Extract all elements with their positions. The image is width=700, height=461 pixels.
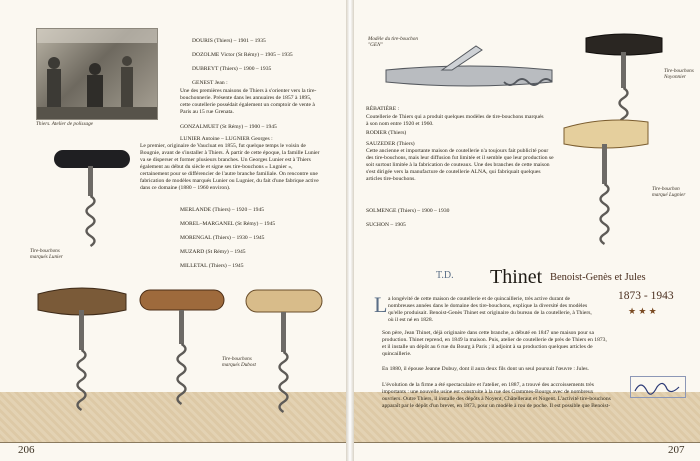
workshop-photo-figures — [37, 29, 157, 119]
corkscrew-wood-left — [34, 282, 130, 422]
body-paragraph-3: En 1880, il épouse Jeanne Dubuy, dont il aura deux fils dont un seul poursuit l'œuvre : Jules. — [382, 366, 589, 372]
rating-stars: ★ ★ ★ — [628, 306, 657, 316]
photo-caption: Thiers. Atelier de polissage — [36, 121, 93, 127]
knife-caption: Modèle du tire-bouchon "GEN" — [368, 36, 418, 48]
maker-muzard: MUZARD (St Rémy) – 1945 — [180, 249, 246, 255]
caption-lunier: Tire-bouchons marqués Lunier — [30, 248, 63, 260]
lunier-title: LUNIER Antoine – LUGNIER Georges : — [180, 136, 273, 142]
page-number-right: 207 — [668, 444, 685, 456]
maker-morel-marganel: MOREL–MARGANEL (St Rémy) – 1945 — [180, 221, 276, 227]
left-page — [0, 0, 346, 461]
maker-dozolme: DOZOLME Victor (St Rémy) – 1905 – 1935 — [192, 52, 293, 58]
footer-rule — [0, 442, 346, 443]
maker-initials: T.D. — [436, 270, 454, 281]
corkscrew-wood-middle — [138, 286, 226, 416]
lunier-body: Le premier, originaire de Vaucluat en 1855, fut quelque temps le voisin de Bougnie, avant de s'installer à Thiers. À partir de cette époque, la famille Lunier va se disperser et former plusieurs branches. Un Georges Lunier est à Thiers également au début du siècle et signe ses tire-bouchons « Lugnier », certainement pour se différencier de l'autre branche familiale. On rencontre une fabrication de modèles marqués Lunier ou Lugnier, du fait d'une fabrique active dans ce domaine (1880 – 1960 environ). — [140, 143, 320, 191]
workshop-photo — [36, 28, 158, 120]
body-paragraph-4: L'évolution de la firme a été spectaculaire et l'atelier, en 1887, a trouvé des accroissements très importants : une nouvelle usine est construite à la rue des Grammes-Bourgs avec de nombreux ouvriers. Outre Thiers, il installe des dépôts à Noyent, Châtelleraut et Nogent. L'activité tire-bouchons apparaît par le dépôt d'un brevet, en 1873, pour un modèle à rou de poche. Il est possible que Benoist- — [382, 382, 611, 409]
maker-suchon: SUCHON – 1905 — [366, 222, 406, 228]
genest-title: GENEST Jean : — [192, 80, 228, 86]
right-page — [354, 0, 700, 461]
drop-cap: L — [374, 292, 388, 317]
rebatiere-body: Coutellerie de Thiers qui a produit quelques modèles de tire-bouchons marqués à son nom entre 1920 et 1960. — [366, 114, 544, 127]
pocket-knife-corkscrew — [380, 44, 560, 104]
maker-milletal: MILLETAL (Thiers) – 1945 — [180, 263, 244, 269]
maker-name: Thinet — [490, 266, 543, 288]
caption-lugnier: Tire-bouchon marqué Lugnier — [652, 186, 686, 198]
maker-dates: 1873 - 1943 — [618, 290, 674, 302]
footer-rule — [354, 442, 700, 443]
caption-top-right: Tire-bouchons Noyonnier — [664, 68, 694, 80]
body-paragraph-2: Son père, Jean Thinet, déjà originaire dans cette branche, a débuté en 1847 une maison pour sa production. Thinet reprend, en 1849 la maison. Puis, atelier de coutellerie de près de Thiers en 1873, et il installe un dépôt au 6 rue du Bourg à Paris ; il adjoint à sa production quelques articles de quincaillerie. — [382, 330, 607, 357]
maker-solmenge: SOLMENGE (Thiers) – 1900 – 1930 — [366, 208, 450, 214]
maker-gonzalmuet: GONZALMUET (St Rémy) – 1900 – 1945 — [180, 124, 277, 130]
sauzeder-body: Cette ancienne et importante maison de coutellerie n'a toujours fait publicité pour des tire-bouchons, mais leur diffusion fut limitée et il semble que leur production se soit surtout limitée à la fabrication de couteaux. Une des branches de cette maison s'est dirigée vers la manufacture de coutellerie ALNA, qui fabriquait quelques articles tire-bouchons. — [366, 148, 554, 182]
page-number-left: 206 — [18, 444, 35, 456]
sauzeder-title: SAUZEDER (Thiers) — [366, 141, 415, 147]
maker-rodier: RODIER (Thiers) — [366, 130, 407, 136]
rebatiere-title: RÉBATIÈRE : — [366, 106, 400, 112]
signature-stamp — [630, 376, 686, 398]
maker-morengal: MORENGAL (Thiers) – 1930 – 1945 — [180, 235, 265, 241]
maker-merlande: MERLANDE (Thiers) – 1920 – 1945 — [180, 207, 265, 213]
signature-scribble — [631, 377, 685, 397]
caption-dubost: Tire-bouchons marqués Dubost — [222, 356, 256, 368]
genest-body: Une des premières maisons de Thiers à s'orienter vers la tire-bouchonnerie. Présente dans les annuaires de 1857 à 1895, cette coutellerie possédait également un comptoir de vente à Paris au 15 rue Grenata. — [180, 88, 317, 115]
body-paragraph-1: a longévité de cette maison de coutellerie et de quincaillerie, très active durant de nombreuses années dans le domaine des tire-bouchons, explique la diversité des modèles qu'elle produisait. Benoist-Genès Thinet est originaire du bureau de la coutellerie, à Thiers, où il est né en 1828. — [388, 296, 592, 323]
corkscrew-black-handle — [50, 144, 134, 260]
corkscrew-light-horn-handle — [560, 116, 652, 256]
maker-forenames: Benoist-Genès et Jules — [550, 272, 646, 283]
maker-dubreyt: DUBREYT (Thiers) – 1900 – 1935 — [192, 66, 272, 72]
book-gutter — [346, 0, 354, 461]
maker-douris: DOURIS (Thiers) – 1901 – 1935 — [192, 38, 266, 44]
